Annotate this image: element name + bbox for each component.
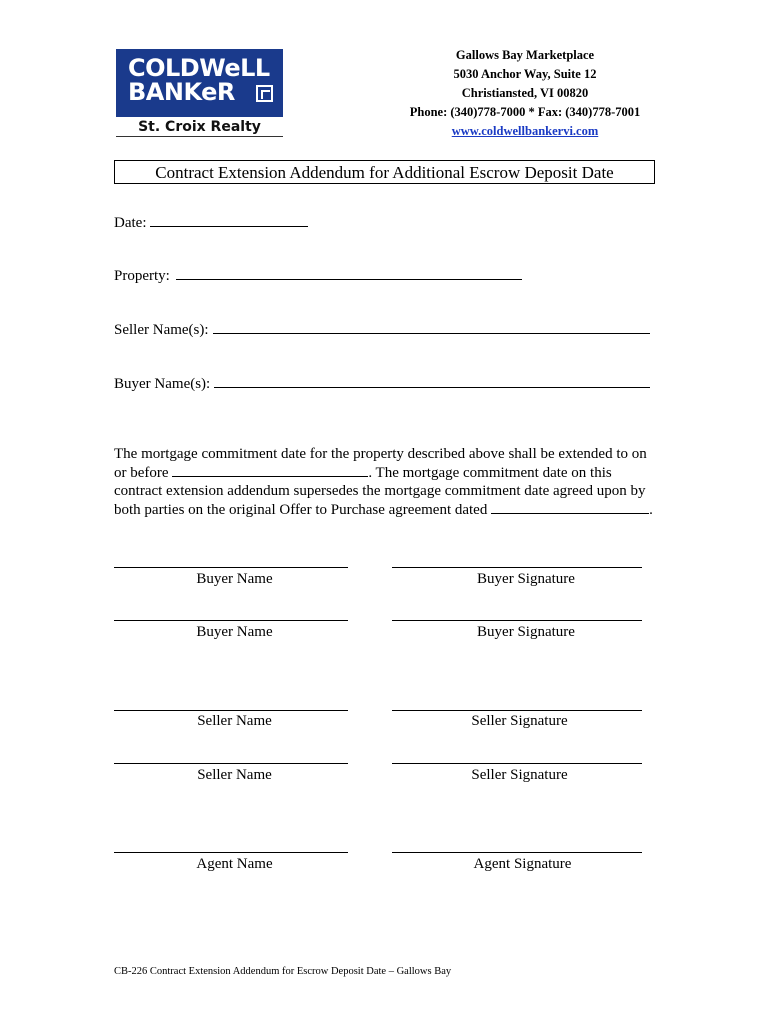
logo-word-coldwell: COLDWeLL — [128, 54, 270, 82]
address-line-1: Gallows Bay Marketplace — [455, 48, 595, 62]
seller-name-line-1[interactable] — [114, 710, 348, 711]
seller-name-label-1: Seller Name — [197, 713, 272, 729]
phone-fax: Phone: (340)778-7000 * Fax: (340)778-7001 — [409, 105, 641, 119]
seller-name-line-2[interactable] — [114, 763, 348, 764]
paragraph-text-3: . — [649, 502, 653, 518]
address-line-2: 5030 Anchor Way, Suite 12 — [453, 67, 597, 81]
buyer-signature-line-1[interactable] — [392, 567, 642, 568]
seller-signature-line-2[interactable] — [392, 763, 642, 764]
commitment-date-blank[interactable] — [172, 463, 368, 477]
coldwell-banker-logo — [116, 49, 283, 136]
buyer-name-label-1: Buyer Name — [196, 571, 273, 587]
paragraph-text-1: The mortgage commitment date for the property described above shall be extended to on or before — [114, 446, 647, 481]
buyer-name-label-2: Buyer Name — [196, 624, 273, 640]
buyer-names-label: Buyer Name(s): — [114, 376, 211, 392]
paragraph-text-2: . The mortgage commitment date on this contract extension addendum supersedes the mortgage commitment date agreed upon by both parties on the original Offer to Purchase agreement dated — [114, 465, 646, 518]
agent-signature-label: Agent Signature — [473, 856, 572, 872]
date-blank[interactable] — [150, 213, 308, 227]
property-label: Property: — [114, 268, 170, 284]
buyer-signature-label-1: Buyer Signature — [477, 571, 575, 587]
seller-names-field — [114, 320, 650, 339]
date-label: Date: — [114, 215, 147, 231]
seller-signature-label-1: Seller Signature — [471, 713, 568, 729]
property-field — [114, 266, 522, 285]
seller-name-label-2: Seller Name — [197, 767, 272, 783]
form-footer: CB-226 Contract Extension Addendum for Escrow Deposit Date – Gallows Bay — [114, 966, 452, 977]
document-title: Contract Extension Addendum for Additional Escrow Deposit Date — [114, 160, 655, 184]
website-link[interactable]: www.coldwellbankervi.com — [451, 124, 599, 138]
offer-date-blank[interactable] — [491, 500, 649, 514]
buyer-names-field — [114, 374, 650, 393]
agent-name-line[interactable] — [114, 852, 348, 853]
office-address-block — [395, 46, 655, 141]
logo-word-banker: BANKeR — [128, 78, 235, 106]
buyer-names-blank[interactable] — [214, 374, 650, 388]
agent-signature-line[interactable] — [392, 852, 642, 853]
buyer-signature-label-2: Buyer Signature — [477, 624, 575, 640]
property-blank[interactable] — [176, 266, 522, 280]
seller-signature-line-1[interactable] — [392, 710, 642, 711]
seller-names-label: Seller Name(s): — [114, 322, 209, 338]
logo-emblem-icon — [256, 85, 273, 102]
agent-name-label: Agent Name — [196, 856, 273, 872]
logo-office-name: St. Croix Realty — [116, 118, 283, 137]
buyer-name-line-1[interactable] — [114, 567, 348, 568]
seller-signature-label-2: Seller Signature — [471, 767, 568, 783]
buyer-signature-line-2[interactable] — [392, 620, 642, 621]
address-line-3: Christiansted, VI 00820 — [461, 86, 589, 100]
buyer-name-line-2[interactable] — [114, 620, 348, 621]
logo-block — [116, 49, 283, 117]
extension-paragraph — [114, 445, 659, 519]
date-field — [114, 213, 308, 232]
seller-names-blank[interactable] — [213, 320, 650, 334]
